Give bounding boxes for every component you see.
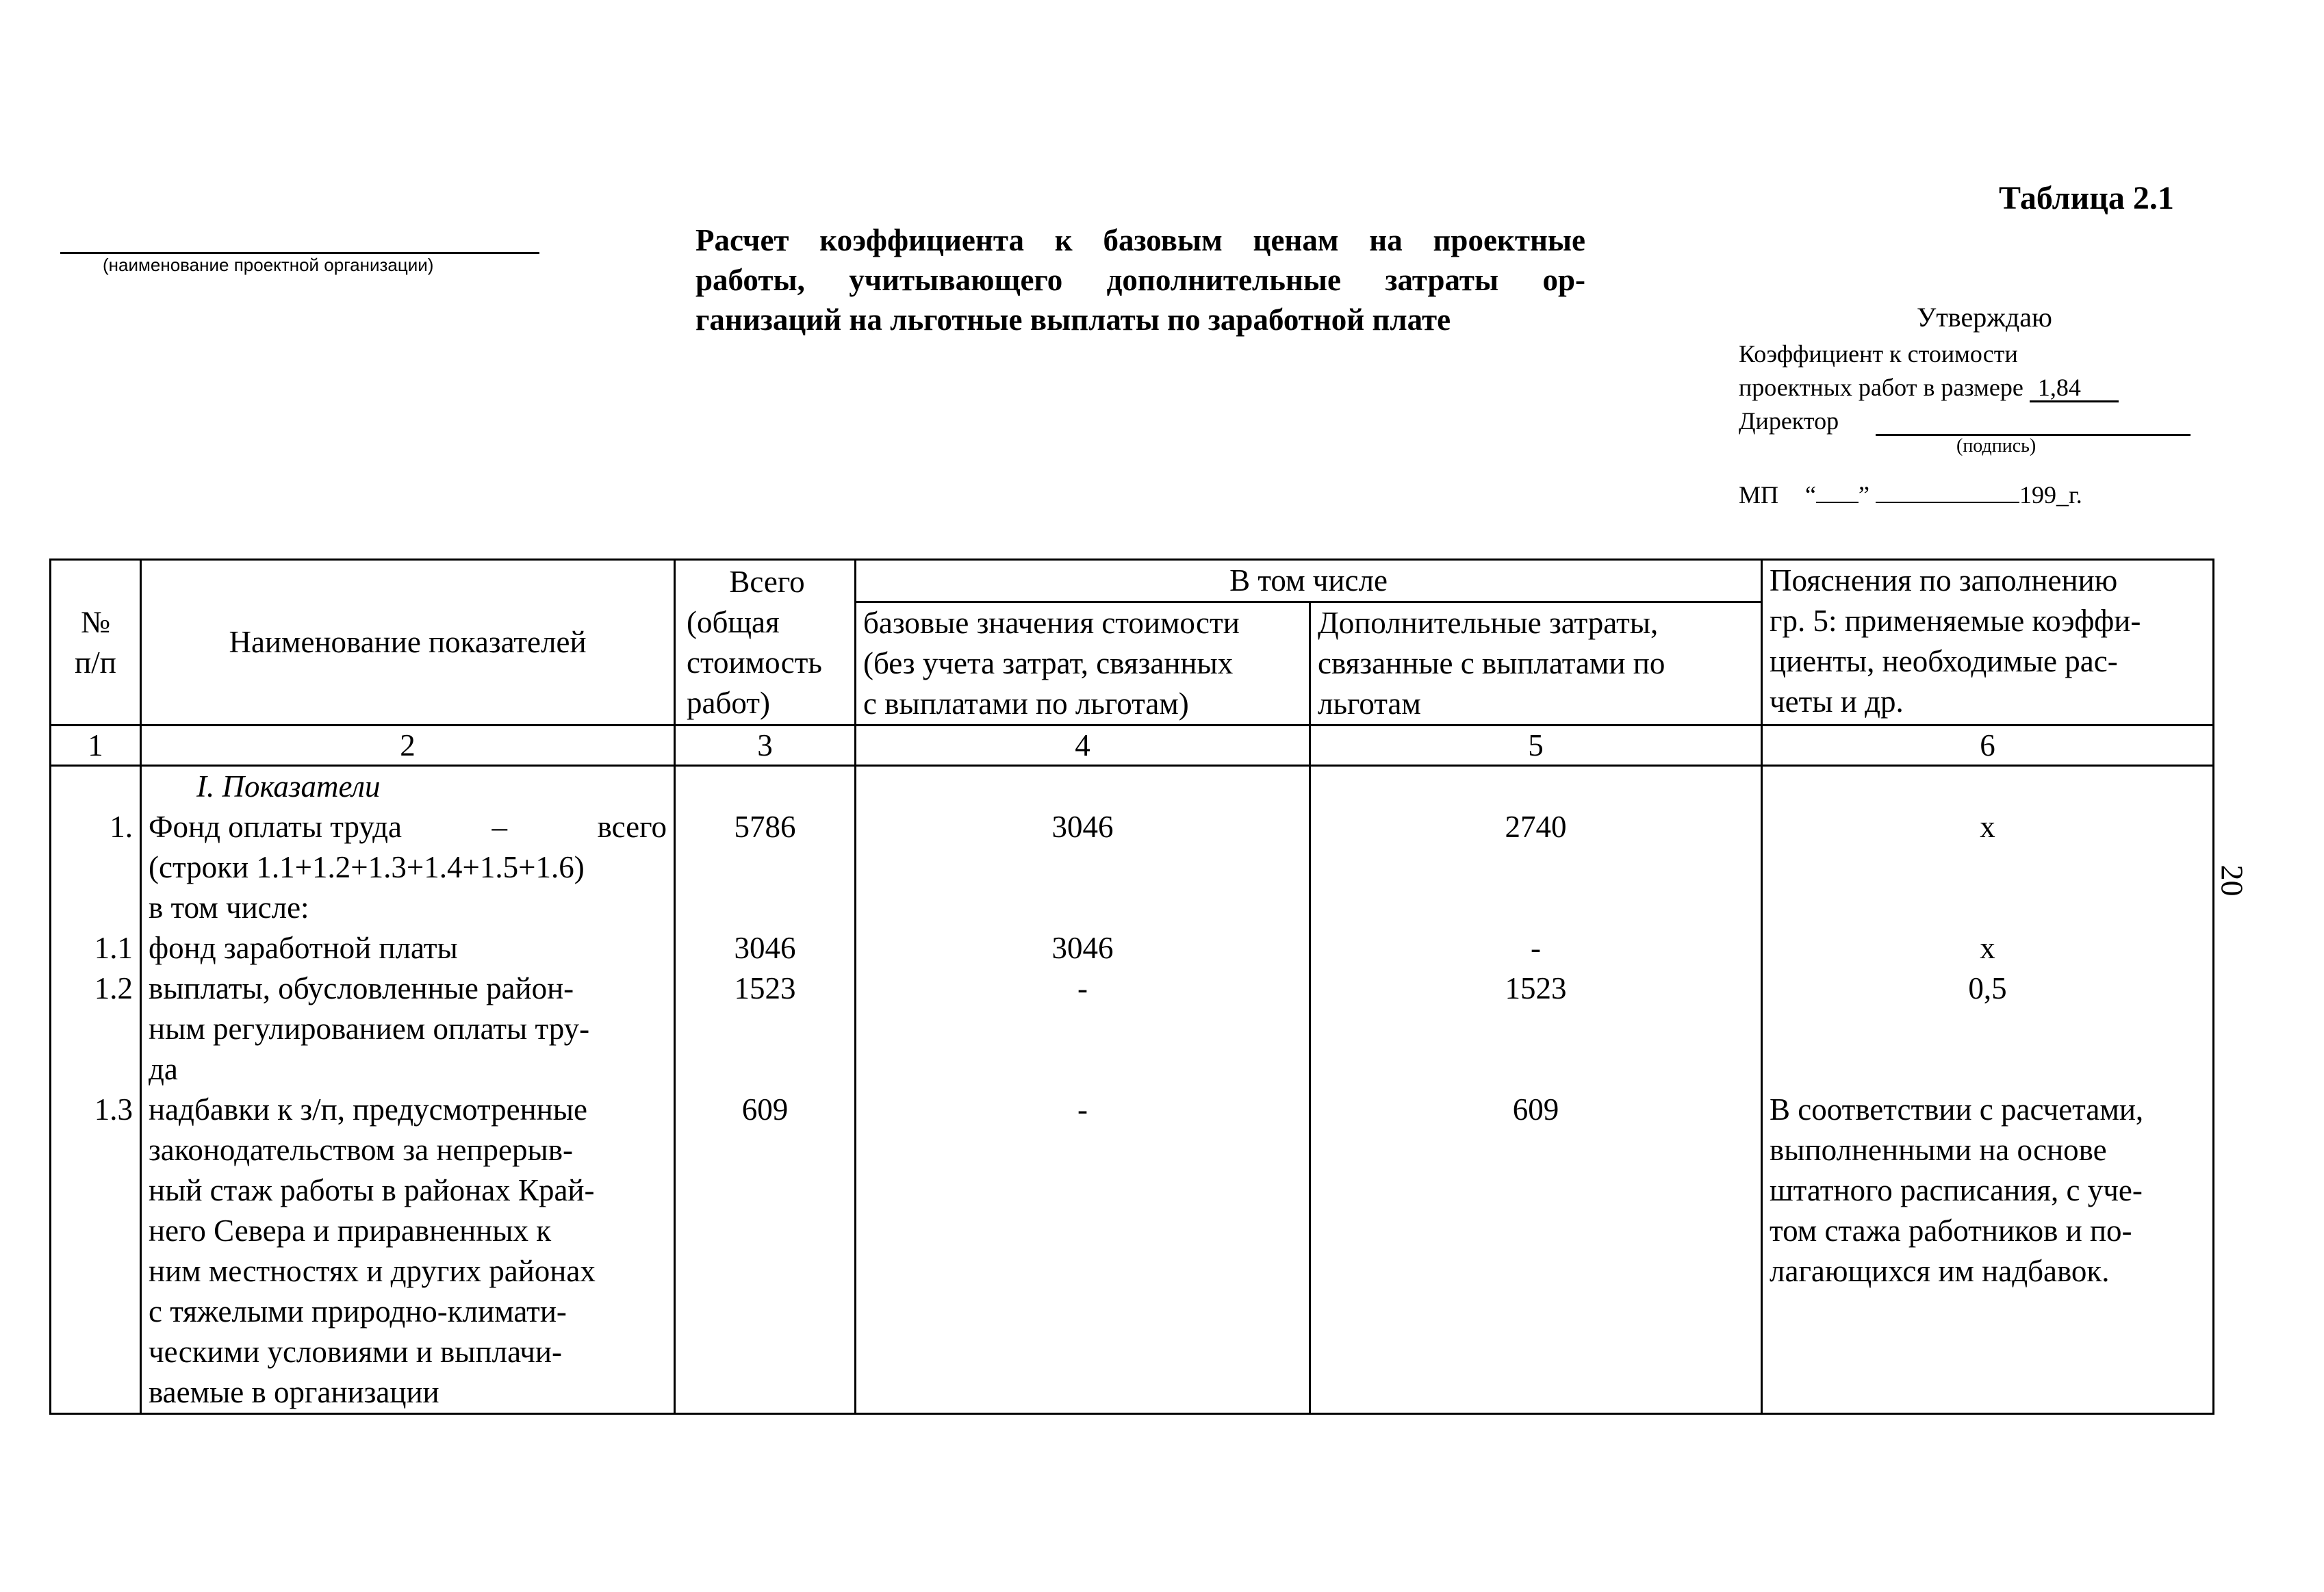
header-group bbox=[856, 560, 1762, 602]
row-name-line: ческими условиями и выплачи- bbox=[149, 1335, 562, 1369]
note-value: х bbox=[1980, 810, 1995, 844]
notes-cell bbox=[1762, 766, 2214, 1414]
header-note-line: циенты, необходимые рас- bbox=[1770, 644, 2118, 678]
header-note bbox=[1762, 560, 2214, 726]
header-note-line: гр. 5: применяемые коэффи- bbox=[1770, 604, 2141, 638]
header-base-line: с выплатами по льготам) bbox=[863, 686, 1189, 721]
month-blank bbox=[1876, 483, 2019, 503]
total-values-cell bbox=[675, 766, 856, 1414]
header-total-line: Всего bbox=[729, 564, 805, 599]
row-name-line: ним местностях и других районах bbox=[149, 1254, 596, 1288]
row-name-line: надбавки к з/п, предусмотренные bbox=[149, 1092, 588, 1127]
base-value: 3046 bbox=[1051, 810, 1114, 844]
additional-values-cell bbox=[1310, 766, 1762, 1414]
header-additional-line: связанные с выплатами по bbox=[1318, 646, 1665, 680]
note-line: лагающихся им надбавок. bbox=[1770, 1254, 2110, 1288]
header-total-line: стоимость bbox=[687, 645, 822, 680]
total-value: 5786 bbox=[734, 810, 796, 844]
coefficient-table bbox=[49, 559, 2214, 1415]
header-total-line: (общая bbox=[687, 604, 780, 639]
header-note-line: четы и др. bbox=[1770, 684, 1904, 719]
column-number: 6 bbox=[1762, 726, 2214, 766]
approval-coefficient-label: Коэффициент к стоимости bbox=[1739, 340, 2018, 368]
row-name-line bbox=[149, 807, 667, 847]
row-name-line: с тяжелыми природно-климати- bbox=[149, 1294, 567, 1328]
base-value: - bbox=[1077, 1092, 1088, 1127]
stamp-date-row bbox=[1739, 480, 2082, 509]
table-number: Таблица 2.1 bbox=[1999, 180, 2174, 216]
header-group-text: В том числе bbox=[1229, 563, 1388, 598]
base-value: - bbox=[1077, 971, 1088, 1005]
title-line: Расчет коэффициента к базовым ценам на проектные bbox=[695, 223, 1585, 257]
total-value: 1523 bbox=[734, 971, 796, 1005]
section-heading: I. Показатели bbox=[196, 769, 381, 804]
header-num-line: № bbox=[81, 604, 110, 639]
quote-close: ” bbox=[1859, 481, 1869, 509]
page-number: 20 bbox=[2214, 864, 2250, 897]
header-base bbox=[856, 602, 1310, 726]
note-value: х bbox=[1980, 931, 1995, 965]
row-name-line: ным регулированием оплаты тру- bbox=[149, 1012, 590, 1046]
additional-value: 609 bbox=[1512, 1092, 1559, 1127]
note-line: том стажа работников и по- bbox=[1770, 1214, 2132, 1248]
header-base-line: (без учета затрат, связанных bbox=[863, 646, 1234, 680]
column-number: 3 bbox=[675, 726, 856, 766]
header-total-line: работ) bbox=[687, 685, 770, 720]
signature-caption: (подпись) bbox=[1956, 435, 2036, 457]
header-name bbox=[141, 560, 675, 726]
base-values-cell bbox=[856, 766, 1310, 1414]
note-line: выполненными на основе bbox=[1770, 1133, 2107, 1167]
row-name-part: – bbox=[491, 810, 508, 844]
row-number: 1. bbox=[110, 810, 133, 844]
row-name-line: законодательством за непрерыв- bbox=[149, 1133, 573, 1167]
additional-value: 2740 bbox=[1505, 810, 1567, 844]
title-line: работы, учитывающего дополнительные затраты ор- bbox=[695, 263, 1585, 297]
base-value: 3046 bbox=[1051, 931, 1114, 965]
total-value: 3046 bbox=[734, 931, 796, 965]
row-name-part: всего bbox=[597, 810, 667, 844]
header-note-line: Пояснения по заполнению bbox=[1770, 563, 2118, 598]
title-line: ганизаций на льготные выплаты по заработной плате bbox=[695, 303, 1451, 337]
approval-size-label: проектных работ в размере bbox=[1739, 374, 2023, 401]
header-num bbox=[51, 560, 141, 726]
row-name-line: в том числе: bbox=[149, 890, 309, 925]
note-line: В соответствии с расчетами, bbox=[1770, 1092, 2144, 1127]
director-label: Директор bbox=[1739, 407, 1839, 435]
column-number: 1 bbox=[51, 726, 141, 766]
row-name-line: выплаты, обусловленные район- bbox=[149, 971, 574, 1005]
row-numbers-cell bbox=[51, 766, 141, 1414]
header-name-text: Наименование показателей bbox=[229, 625, 587, 659]
document-title bbox=[695, 220, 1585, 339]
additional-value: - bbox=[1531, 931, 1541, 965]
column-number: 2 bbox=[141, 726, 675, 766]
row-name-line: ваемые в организации bbox=[149, 1375, 439, 1409]
year-text: 199_г. bbox=[2019, 481, 2082, 509]
organization-name-line bbox=[60, 252, 539, 254]
row-name-line: фонд заработной платы bbox=[149, 931, 458, 965]
row-name-line: да bbox=[149, 1052, 178, 1086]
additional-value: 1523 bbox=[1505, 971, 1567, 1005]
stamp-label: МП bbox=[1739, 481, 1779, 509]
header-additional-line: Дополнительные затраты, bbox=[1318, 606, 1659, 640]
row-name-line: него Севера и приравненных к bbox=[149, 1214, 552, 1248]
total-value: 609 bbox=[741, 1092, 789, 1127]
header-num-line: п/п bbox=[75, 645, 116, 680]
quote-open: “ bbox=[1805, 481, 1816, 509]
approval-size-row bbox=[1739, 373, 2119, 402]
row-name-part: Фонд оплаты труда bbox=[149, 810, 402, 844]
header-base-line: базовые значения стоимости bbox=[863, 606, 1240, 640]
column-number: 5 bbox=[1310, 726, 1762, 766]
note-value: 0,5 bbox=[1968, 971, 2007, 1005]
day-blank bbox=[1816, 483, 1859, 503]
row-number: 1.2 bbox=[94, 971, 133, 1005]
row-number: 1.1 bbox=[94, 931, 133, 965]
row-number: 1.3 bbox=[94, 1092, 133, 1127]
column-number-row bbox=[51, 726, 2214, 766]
header-additional-line: льготам bbox=[1318, 686, 1421, 721]
approval-coefficient-value: 1,84 bbox=[2030, 374, 2119, 402]
header-additional bbox=[1310, 602, 1762, 726]
note-line: штатного расписания, с уче- bbox=[1770, 1173, 2143, 1207]
approval-title: Утверждаю bbox=[1917, 302, 2052, 333]
header-row bbox=[51, 560, 2214, 602]
header-total bbox=[675, 560, 856, 726]
organization-caption: (наименование проектной организации) bbox=[103, 255, 434, 275]
table-body-row bbox=[51, 766, 2214, 1414]
row-name-line: (строки 1.1+1.2+1.3+1.4+1.5+1.6) bbox=[149, 850, 585, 884]
row-name-line: ный стаж работы в районах Край- bbox=[149, 1173, 595, 1207]
row-names-cell bbox=[141, 766, 675, 1414]
column-number: 4 bbox=[856, 726, 1310, 766]
